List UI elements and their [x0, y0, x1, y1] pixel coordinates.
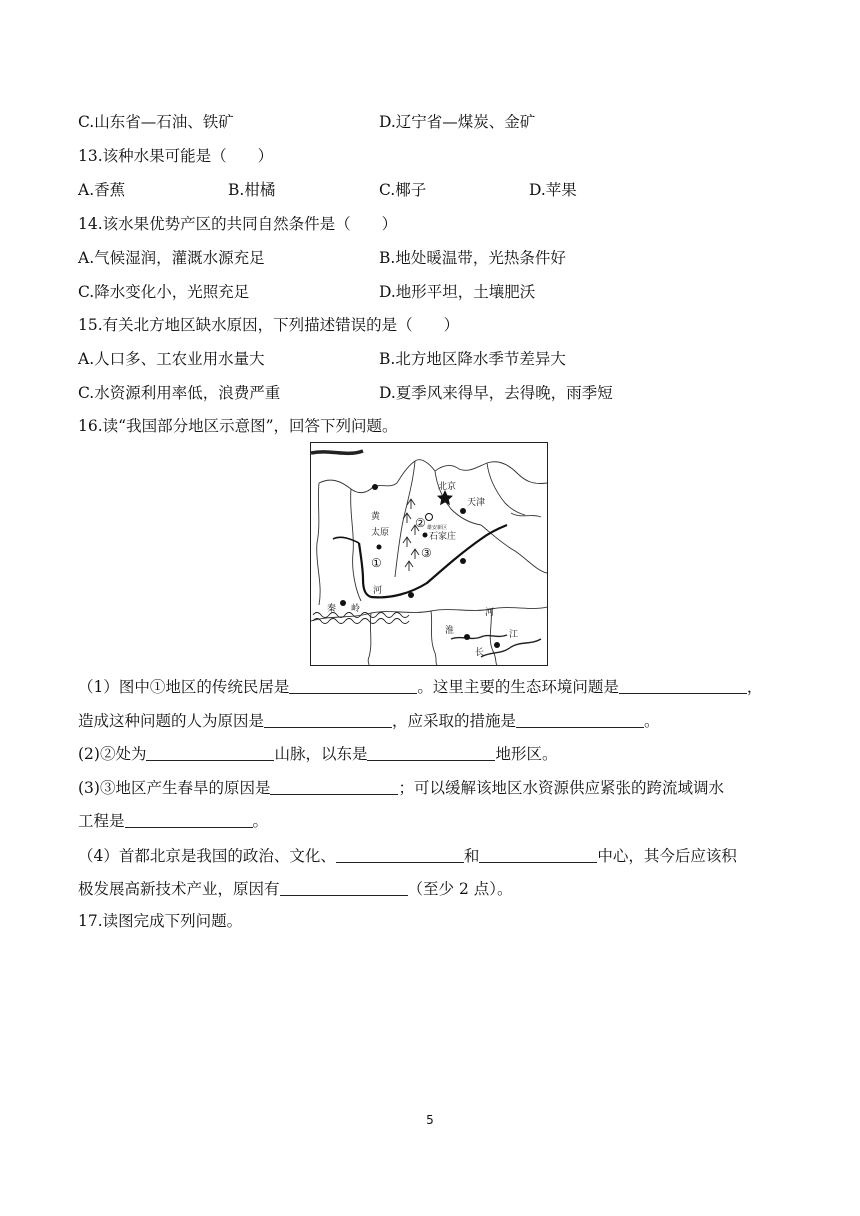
region-map-svg	[311, 443, 547, 665]
q16-p4-text-e: （至少 2 点）。	[407, 880, 513, 898]
q16-part2	[78, 744, 558, 764]
q17-stem: 17.读图完成下列问题。	[78, 912, 243, 930]
q16-p1-text-e: ，应采取的措施是	[392, 712, 517, 730]
q16-part4-line1	[78, 846, 737, 866]
q16-stem: 16.读“我国部分地区示意图”，回答下列问题。	[78, 417, 398, 435]
map-label-huang: 黄	[371, 512, 381, 522]
q16-p2-text-a: (2)②处为	[78, 745, 147, 763]
q16-p4-text-b: 和	[463, 847, 480, 865]
q14-option-c: C.降水变化小，光照充足	[78, 283, 250, 301]
q16-p1-text-f: 。	[644, 712, 660, 730]
map-label-qin: 秦	[327, 604, 337, 614]
map-marker-1: ①	[371, 556, 382, 570]
q14-option-a: A.气候湿润，灌溉水源充足	[78, 249, 265, 267]
map-label-ling: 岭	[351, 604, 361, 614]
q15-option-c: C.水资源利用率低，浪费严重	[78, 384, 281, 402]
q16-p4-text-d: 极发展高新技术产业，原因有	[78, 880, 280, 898]
map-label-tianjin: 天津	[467, 498, 486, 508]
q16-part3-line1	[78, 778, 724, 798]
q16-p2-text-b: 山脉，以东是	[274, 745, 368, 763]
page-number: 5	[426, 1113, 434, 1127]
q15-option-d: D.夏季风来得早，去得晚，雨季短	[379, 384, 613, 402]
map-label-huai: 淮	[445, 626, 455, 636]
q16-p3-text-c: 工程是	[78, 812, 125, 830]
q16-p1-text-c: ，	[746, 678, 763, 696]
map-label-he: 河	[373, 586, 383, 596]
q16-p3-text-a: (3)③地区产生春旱的原因是	[78, 779, 271, 797]
q14-option-d: D.地形平坦，土壤肥沃	[379, 283, 536, 301]
map-label-he2: 河	[485, 608, 495, 618]
answer-blank[interactable]	[516, 712, 644, 728]
answer-blank[interactable]	[479, 847, 597, 863]
map-label-chang: 长	[475, 648, 485, 658]
answer-blank[interactable]	[367, 745, 495, 761]
answer-blank[interactable]	[270, 779, 398, 795]
q15-option-b: B.北方地区降水季节差异大	[379, 350, 566, 368]
answer-blank[interactable]	[264, 712, 392, 728]
answer-blank[interactable]	[336, 847, 464, 863]
answer-blank[interactable]	[289, 678, 417, 694]
q16-p1-text-d: 造成这种问题的人为原因是	[78, 712, 265, 730]
q16-p3-text-b: ；可以缓解该地区水资源供应紧张的跨流域调水	[398, 779, 724, 797]
region-map	[310, 442, 548, 666]
map-label-beijing: 北京	[438, 482, 457, 492]
answer-blank[interactable]	[125, 812, 253, 828]
q16-part1-line2	[78, 711, 660, 731]
q15-option-a: A.人口多、工农业用水量大	[78, 350, 265, 368]
answer-blank[interactable]	[280, 880, 408, 896]
q16-p4-text-c: 中心，其今后应该积	[597, 847, 737, 865]
q13-option-b: B.柑橘	[228, 181, 276, 199]
map-label-taiyuan: 太原	[371, 528, 390, 538]
q16-p1-text-a: （1）图中①地区的传统民居是	[78, 678, 290, 696]
answer-blank[interactable]	[619, 678, 747, 694]
q14-stem: 14.该水果优势产区的共同自然条件是（ ）	[78, 215, 398, 233]
q16-p2-text-c: 地形区。	[495, 745, 558, 763]
q13-stem: 13.该种水果可能是（ ）	[78, 147, 274, 165]
q13-option-c: C.椰子	[379, 181, 427, 199]
q13-option-d: D.苹果	[529, 181, 577, 199]
q16-part3-line2	[78, 811, 268, 831]
q16-part4-line2	[78, 879, 512, 899]
answer-blank[interactable]	[146, 745, 274, 761]
q12-option-c: C.山东省—石油、铁矿	[78, 113, 234, 131]
q16-p4-text-a: （4）首都北京是我国的政治、文化、	[78, 847, 336, 865]
q16-p1-text-b: 。这里主要的生态环境问题是	[417, 678, 619, 696]
q14-option-b: B.地处暖温带，光热条件好	[379, 249, 566, 267]
q15-stem: 15.有关北方地区缺水原因，下列描述错误的是（ ）	[78, 316, 460, 334]
q13-option-a: A.香蕉	[78, 181, 126, 199]
q16-part1-line1	[78, 677, 762, 697]
map-marker-2: ②	[415, 516, 426, 530]
q12-option-d: D.辽宁省—煤炭、金矿	[379, 113, 536, 131]
q16-p3-text-d: 。	[252, 812, 269, 830]
map-label-jiang: 江	[509, 630, 519, 640]
map-label-xiongan: 雄安新区	[427, 525, 448, 531]
map-label-shijiazhuang: 石家庄	[429, 532, 457, 542]
map-marker-3: ③	[421, 546, 432, 560]
